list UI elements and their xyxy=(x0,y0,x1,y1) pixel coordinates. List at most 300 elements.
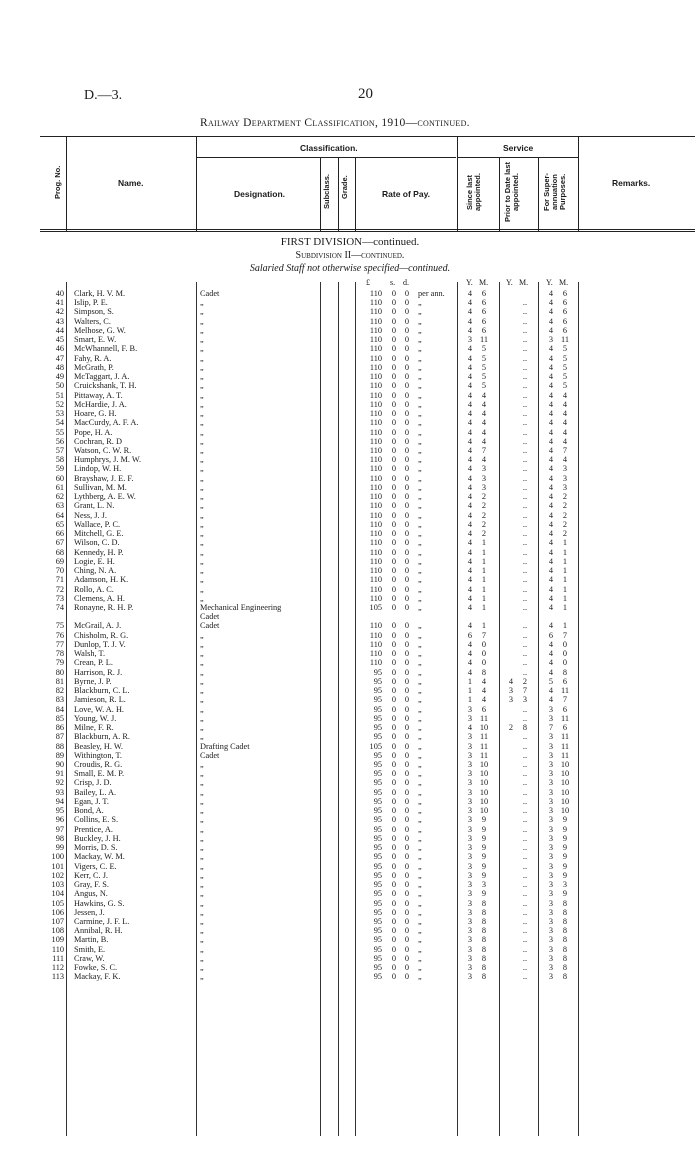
prior-years: 4 xyxy=(508,676,514,686)
prior-months: .. xyxy=(522,972,528,982)
superannuation-years: 3 xyxy=(548,843,554,853)
designation: „ xyxy=(200,307,204,317)
prior-months: .. xyxy=(522,399,528,409)
pay-shillings: 0 xyxy=(391,787,397,797)
designation: „ xyxy=(200,824,204,834)
pay-pounds: 95 xyxy=(373,676,382,686)
employee-name: Croudis, R. G. xyxy=(74,759,123,769)
pay-shillings: 0 xyxy=(391,889,397,899)
prior-months: .. xyxy=(522,953,528,963)
prior-months: .. xyxy=(522,316,528,326)
pay-pounds: 95 xyxy=(373,861,382,871)
since-last-years: 3 xyxy=(467,815,473,825)
table-row xyxy=(0,603,700,622)
pay-pence: 0 xyxy=(404,445,410,455)
superannuation-years: 6 xyxy=(548,630,554,640)
prog-no: 109 xyxy=(51,935,64,945)
pay-unit: „ xyxy=(418,953,422,963)
since-last-years: 4 xyxy=(467,575,473,585)
designation: „ xyxy=(200,335,204,345)
prog-no: 73 xyxy=(55,593,64,603)
since-last-years: 3 xyxy=(467,953,473,963)
prior-months: .. xyxy=(522,713,528,723)
pay-shillings: 0 xyxy=(391,953,397,963)
superannuation-years: 4 xyxy=(548,325,554,335)
pay-pence: 0 xyxy=(404,584,410,594)
prior-months: .. xyxy=(522,409,528,419)
pay-unit: „ xyxy=(418,538,422,548)
superannuation-years: 4 xyxy=(548,519,554,529)
pay-pence: 0 xyxy=(404,870,410,880)
pay-unit: „ xyxy=(418,944,422,954)
since-last-years: 4 xyxy=(467,316,473,326)
pay-unit: „ xyxy=(418,880,422,890)
prior-months: .. xyxy=(522,538,528,548)
pay-shillings: 0 xyxy=(391,824,397,834)
prog-no: 87 xyxy=(55,732,64,742)
employee-name: Logie, E. H. xyxy=(74,556,115,566)
prior-months: .. xyxy=(522,436,528,446)
designation: „ xyxy=(200,344,204,354)
designation: „ xyxy=(200,695,204,705)
designation: „ xyxy=(200,501,204,511)
superannuation-years: 3 xyxy=(548,815,554,825)
since-last-years: 3 xyxy=(467,778,473,788)
employee-name: Martin, B. xyxy=(74,935,109,945)
pay-unit: „ xyxy=(418,907,422,917)
pay-pounds: 110 xyxy=(369,575,382,585)
superannuation-years: 4 xyxy=(548,510,554,520)
prog-no: 52 xyxy=(55,399,64,409)
employee-name: Brayshaw, J. E. F. xyxy=(74,473,134,483)
prog-no: 69 xyxy=(55,556,64,566)
pay-unit: „ xyxy=(418,916,422,926)
pay-shillings: 0 xyxy=(391,778,397,788)
pay-shillings: 0 xyxy=(391,418,397,428)
since-last-years: 4 xyxy=(467,492,473,502)
designation: „ xyxy=(200,972,204,982)
table-row xyxy=(0,538,700,547)
prog-no: 90 xyxy=(55,759,64,769)
since-last-months: 7 xyxy=(481,445,487,455)
pay-pounds: 110 xyxy=(369,538,382,548)
table-row xyxy=(0,815,700,824)
superannuation-months: 9 xyxy=(562,861,568,871)
pay-unit: „ xyxy=(418,806,422,816)
pay-pounds: 110 xyxy=(369,473,382,483)
pay-pounds: 95 xyxy=(373,944,382,954)
designation: „ xyxy=(200,473,204,483)
pay-shillings: 0 xyxy=(391,492,397,502)
pay-unit: „ xyxy=(418,861,422,871)
prior-months: .. xyxy=(522,455,528,465)
superannuation-years: 3 xyxy=(548,759,554,769)
designation: „ xyxy=(200,630,204,640)
table-row xyxy=(0,557,700,566)
since-last-months: 1 xyxy=(481,538,487,548)
pay-pounds: 110 xyxy=(369,649,382,659)
pay-unit: „ xyxy=(418,972,422,982)
pay-pence: 0 xyxy=(404,510,410,520)
superannuation-years: 4 xyxy=(548,492,554,502)
since-last-years: 3 xyxy=(467,713,473,723)
since-last-months: 10 xyxy=(479,806,489,816)
since-last-months: 4 xyxy=(481,409,487,419)
prior-months: .. xyxy=(522,787,528,797)
employee-name: McWhannell, F. B. xyxy=(74,344,138,354)
prior-months: .. xyxy=(522,593,528,603)
prior-months: 2 xyxy=(522,676,528,686)
pay-unit: „ xyxy=(418,870,422,880)
superannuation-months: 4 xyxy=(562,427,568,437)
table-row xyxy=(0,409,700,418)
employee-name: Smart, E. W. xyxy=(74,335,117,345)
since-last-years: 3 xyxy=(467,335,473,345)
pay-pounds: 110 xyxy=(369,418,382,428)
since-last-months: 4 xyxy=(481,399,487,409)
pay-shillings: 0 xyxy=(391,843,397,853)
prior-months: .. xyxy=(522,381,528,391)
pay-unit: „ xyxy=(418,381,422,391)
since-last-years: 3 xyxy=(467,843,473,853)
pay-unit: „ xyxy=(418,963,422,973)
header-designation: Designation. xyxy=(234,189,286,199)
prog-no: 51 xyxy=(55,390,64,400)
since-last-months: 2 xyxy=(481,501,487,511)
prior-months: .. xyxy=(522,944,528,954)
superannuation-months: 7 xyxy=(562,695,568,705)
superannuation-years: 3 xyxy=(548,833,554,843)
prog-no: 66 xyxy=(55,529,64,539)
prog-no: 54 xyxy=(55,418,64,428)
pay-pence: 0 xyxy=(404,759,410,769)
table-row xyxy=(0,825,700,834)
pay-unit: „ xyxy=(418,362,422,372)
pay-shillings: 0 xyxy=(391,695,397,705)
pay-unit: „ xyxy=(418,519,422,529)
superannuation-years: 4 xyxy=(548,667,554,677)
since-last-years: 4 xyxy=(467,298,473,308)
employee-name: Smith, E. xyxy=(74,944,106,954)
table-row xyxy=(0,437,700,446)
since-last-months: 9 xyxy=(481,843,487,853)
pay-unit: „ xyxy=(418,852,422,862)
employee-name: Hawkins, G. S. xyxy=(74,898,125,908)
employee-name: McHardie, J. A. xyxy=(74,399,127,409)
superannuation-months: 11 xyxy=(561,335,569,345)
prior-months: .. xyxy=(522,529,528,539)
pay-unit: „ xyxy=(418,547,422,557)
pay-pounds: 110 xyxy=(369,325,382,335)
pay-pounds: 110 xyxy=(369,639,382,649)
since-last-months: 10 xyxy=(479,759,489,769)
employee-name: Byrne, J. P. xyxy=(74,676,112,686)
pay-unit: „ xyxy=(418,787,422,797)
designation: „ xyxy=(200,529,204,539)
superannuation-years: 4 xyxy=(548,529,554,539)
prior-months: .. xyxy=(522,806,528,816)
superannuation-years: 3 xyxy=(548,944,554,954)
pay-unit: „ xyxy=(418,529,422,539)
pay-shillings: 0 xyxy=(391,445,397,455)
since-last-years: 4 xyxy=(467,547,473,557)
prog-no: 63 xyxy=(55,501,64,511)
pay-pounds: 95 xyxy=(373,686,382,696)
designation: „ xyxy=(200,704,204,714)
table-row xyxy=(0,954,700,963)
pay-pounds: 95 xyxy=(373,778,382,788)
since-last-months: 8 xyxy=(481,926,487,936)
designation: „ xyxy=(200,870,204,880)
pay-shillings: 0 xyxy=(391,353,397,363)
designation: „ xyxy=(200,796,204,806)
pay-unit: „ xyxy=(418,316,422,326)
since-last-months: 10 xyxy=(479,769,489,779)
superannuation-months: 1 xyxy=(562,621,568,631)
prior-months: .. xyxy=(522,307,528,317)
superannuation-months: 0 xyxy=(562,649,568,659)
superannuation-months: 1 xyxy=(562,602,568,612)
unit-years-3: Y. xyxy=(546,278,553,287)
prior-months: .. xyxy=(522,907,528,917)
pay-pounds: 95 xyxy=(373,713,382,723)
pay-pounds: 95 xyxy=(373,759,382,769)
pay-pence: 0 xyxy=(404,833,410,843)
employee-name: Cochran, R. D xyxy=(74,436,122,446)
designation: „ xyxy=(200,658,204,668)
since-last-months: 10 xyxy=(479,787,489,797)
designation: „ xyxy=(200,427,204,437)
superannuation-months: 6 xyxy=(562,307,568,317)
table-row xyxy=(0,751,700,760)
employee-name: Rollo, A. C. xyxy=(74,584,114,594)
superannuation-years: 4 xyxy=(548,445,554,455)
since-last-years: 6 xyxy=(467,630,473,640)
pay-unit: „ xyxy=(418,335,422,345)
employee-name: Kerr, C. J. xyxy=(74,870,109,880)
pay-pounds: 95 xyxy=(373,953,382,963)
employee-name: Ness, J. J. xyxy=(74,510,107,520)
since-last-years: 3 xyxy=(467,916,473,926)
pay-unit: „ xyxy=(418,593,422,603)
designation: Mechanical Engineering xyxy=(200,602,282,612)
employee-name: Beasley, H. W. xyxy=(74,741,124,751)
table-row xyxy=(0,935,700,944)
pay-pounds: 95 xyxy=(373,926,382,936)
prog-no: 80 xyxy=(55,667,64,677)
since-last-years: 3 xyxy=(467,769,473,779)
since-last-months: 9 xyxy=(481,861,487,871)
table-row xyxy=(0,335,700,344)
since-last-years: 3 xyxy=(467,870,473,880)
since-last-years: 4 xyxy=(467,482,473,492)
prior-months: .. xyxy=(522,473,528,483)
pay-shillings: 0 xyxy=(391,713,397,723)
pay-shillings: 0 xyxy=(391,427,397,437)
since-last-years: 3 xyxy=(467,972,473,982)
pay-pounds: 110 xyxy=(369,455,382,465)
prior-months: .. xyxy=(522,935,528,945)
superannuation-years: 4 xyxy=(548,473,554,483)
header-remarks: Remarks. xyxy=(612,178,651,188)
table-row xyxy=(0,621,700,630)
header-classification: Classification. xyxy=(300,143,358,153)
table-row xyxy=(0,520,700,529)
designation: „ xyxy=(200,852,204,862)
pay-pence: 0 xyxy=(404,307,410,317)
pay-pounds: 95 xyxy=(373,916,382,926)
superannuation-years: 4 xyxy=(548,436,554,446)
prior-months: .. xyxy=(522,630,528,640)
since-last-months: 6 xyxy=(481,704,487,714)
superannuation-years: 4 xyxy=(548,353,554,363)
pay-pence: 0 xyxy=(404,806,410,816)
table-row xyxy=(0,372,700,381)
pay-pence: 0 xyxy=(404,501,410,511)
pay-unit: „ xyxy=(418,390,422,400)
pay-pence: 0 xyxy=(404,880,410,890)
employee-name: Ching, N. A. xyxy=(74,566,117,576)
pay-unit: „ xyxy=(418,492,422,502)
pay-shillings: 0 xyxy=(391,409,397,419)
prog-no: 59 xyxy=(55,464,64,474)
superannuation-months: 2 xyxy=(562,529,568,539)
prior-months: .. xyxy=(522,870,528,880)
pay-shillings: 0 xyxy=(391,861,397,871)
pay-shillings: 0 xyxy=(391,584,397,594)
since-last-years: 3 xyxy=(467,898,473,908)
since-last-years: 4 xyxy=(467,399,473,409)
since-last-months: 11 xyxy=(480,335,488,345)
table-row xyxy=(0,908,700,917)
superannuation-months: 2 xyxy=(562,501,568,511)
since-last-years: 4 xyxy=(467,409,473,419)
since-last-months: 5 xyxy=(481,372,487,382)
table-row xyxy=(0,344,700,353)
pay-pence: 0 xyxy=(404,963,410,973)
pay-pounds: 110 xyxy=(369,307,382,317)
superannuation-years: 4 xyxy=(548,372,554,382)
since-last-months: 3 xyxy=(481,482,487,492)
employee-name: Small, E. M. P. xyxy=(74,769,125,779)
since-last-years: 3 xyxy=(467,796,473,806)
pay-pounds: 110 xyxy=(369,556,382,566)
superannuation-months: 3 xyxy=(562,473,568,483)
since-last-years: 4 xyxy=(467,464,473,474)
since-last-years: 1 xyxy=(467,695,473,705)
header-service: Service xyxy=(503,143,534,153)
superannuation-months: 4 xyxy=(562,409,568,419)
prog-no: 44 xyxy=(55,325,64,335)
pay-shillings: 0 xyxy=(391,796,397,806)
prior-months: .. xyxy=(522,566,528,576)
pay-shillings: 0 xyxy=(391,602,397,612)
pay-pounds: 110 xyxy=(369,593,382,603)
designation: „ xyxy=(200,907,204,917)
pay-pence: 0 xyxy=(404,649,410,659)
employee-name: Hoare, G. H. xyxy=(74,409,117,419)
superannuation-months: 6 xyxy=(562,723,568,733)
superannuation-months: 8 xyxy=(562,953,568,963)
designation: „ xyxy=(200,455,204,465)
prog-no: 55 xyxy=(55,427,64,437)
designation: „ xyxy=(200,815,204,825)
employee-name: Melhose, G. W. xyxy=(74,325,126,335)
prog-no: 71 xyxy=(55,575,64,585)
designation: „ xyxy=(200,926,204,936)
designation: „ xyxy=(200,372,204,382)
superannuation-months: 9 xyxy=(562,843,568,853)
pay-pounds: 110 xyxy=(369,630,382,640)
pay-pence: 0 xyxy=(404,639,410,649)
pay-unit: „ xyxy=(418,418,422,428)
since-last-years: 4 xyxy=(467,602,473,612)
since-last-months: 1 xyxy=(481,556,487,566)
pay-pence: 0 xyxy=(404,815,410,825)
superannuation-years: 3 xyxy=(548,741,554,751)
employee-name: Kennedy, H. P. xyxy=(74,547,124,557)
superannuation-years: 4 xyxy=(548,658,554,668)
employee-name: Wilson, C. D. xyxy=(74,538,120,548)
employee-name: Pope, H. A. xyxy=(74,427,113,437)
superannuation-years: 3 xyxy=(548,926,554,936)
designation: „ xyxy=(200,935,204,945)
pay-pounds: 95 xyxy=(373,833,382,843)
since-last-years: 4 xyxy=(467,390,473,400)
table-row xyxy=(0,511,700,520)
since-last-years: 4 xyxy=(467,529,473,539)
pay-unit: „ xyxy=(418,584,422,594)
pay-shillings: 0 xyxy=(391,833,397,843)
since-last-years: 4 xyxy=(467,325,473,335)
since-last-years: 4 xyxy=(467,344,473,354)
superannuation-years: 3 xyxy=(548,778,554,788)
superannuation-months: 1 xyxy=(562,575,568,585)
pay-shillings: 0 xyxy=(391,335,397,345)
pay-shillings: 0 xyxy=(391,658,397,668)
superannuation-years: 3 xyxy=(548,953,554,963)
prog-no: 50 xyxy=(55,381,64,391)
prog-no: 97 xyxy=(55,824,64,834)
superannuation-months: 6 xyxy=(562,325,568,335)
table-row xyxy=(0,464,700,473)
prior-months: .. xyxy=(522,796,528,806)
pay-pounds: 95 xyxy=(373,704,382,714)
prior-months: .. xyxy=(522,621,528,631)
since-last-years: 3 xyxy=(467,741,473,751)
employee-name: Blackburn, A. R. xyxy=(74,732,130,742)
table-row xyxy=(0,289,700,298)
table-row xyxy=(0,594,700,603)
pay-unit: „ xyxy=(418,501,422,511)
pay-shillings: 0 xyxy=(391,436,397,446)
superannuation-years: 3 xyxy=(548,796,554,806)
since-last-months: 1 xyxy=(481,584,487,594)
prog-no: 77 xyxy=(55,639,64,649)
table-row xyxy=(0,455,700,464)
prog-no: 95 xyxy=(55,806,64,816)
pay-shillings: 0 xyxy=(391,556,397,566)
prior-months: .. xyxy=(522,584,528,594)
pay-pence: 0 xyxy=(404,409,410,419)
pay-pence: 0 xyxy=(404,547,410,557)
designation: „ xyxy=(200,519,204,529)
superannuation-months: 11 xyxy=(561,713,569,723)
table-row xyxy=(0,972,700,981)
prog-no: 40 xyxy=(55,289,64,298)
since-last-months: 6 xyxy=(481,325,487,335)
since-last-years: 4 xyxy=(467,455,473,465)
